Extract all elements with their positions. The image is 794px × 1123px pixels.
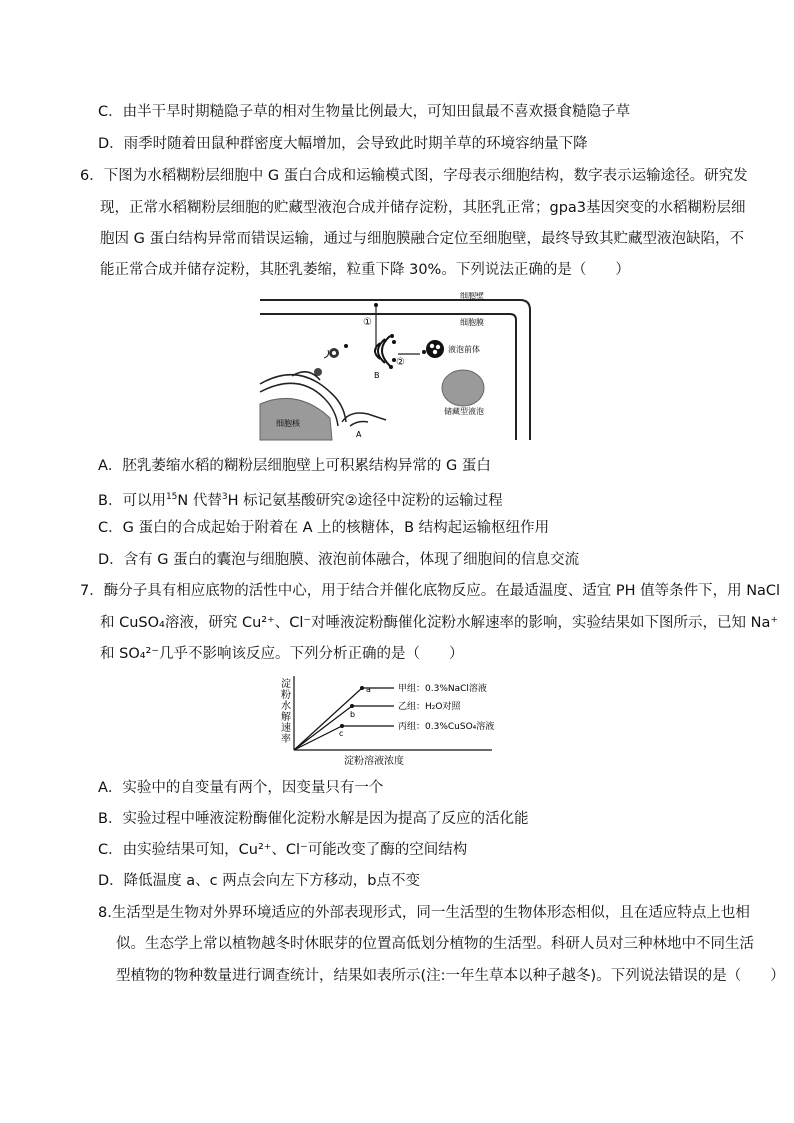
point-c [340, 724, 344, 728]
q7-stem-line3: 和 SO₄²⁻几乎不影响该反应。下列分析正确的是（ ） [100, 646, 464, 662]
q6-stem-line2: 现，正常水稻糊粉层细胞的贮藏型液泡合成并储存淀粉，其胚乳正常；gpa3基因突变的水稻糊粉层细 [100, 200, 746, 216]
legend-series-c: 丙组：0.3%CuSO₄溶液 [398, 722, 495, 732]
cell-membrane-label: 细胞膜 [460, 318, 484, 327]
legend-series-b: 乙组：H₂O对照 [398, 702, 461, 712]
q6-stem-line1: 6．下图为水稻糊粉层细胞中 G 蛋白合成和运输模式图，字母表示细胞结构，数字表示运输途径。研究发 [80, 168, 748, 184]
y-axis-label: 淀粉水解速率 [278, 678, 290, 744]
point-b-label: b [350, 710, 356, 719]
storage-vacuole-label: 储藏型液泡 [444, 407, 484, 416]
point-b [350, 704, 354, 708]
q6-option-d: D．含有 G 蛋白的囊泡与细胞膜、液泡前体融合，体现了细胞间的信息交流 [98, 552, 580, 568]
q6-option-a: A．胚乳萎缩水稻的糊粉层细胞壁上可积累结构异常的 G 蛋白 [98, 458, 491, 474]
q5-option-d: D．雨季时随着田鼠种群密度大幅增加，会导致此时期羊草的环境容纳量下降 [98, 136, 588, 152]
q7-option-a: A．实验中的自变量有两个，因变量只有一个 [98, 780, 384, 796]
q7-option-c: C．由实验结果可知，Cu²⁺、Cl⁻可能改变了酶的空间结构 [98, 842, 468, 858]
q5-option-c: C．由半干旱时期糙隐子草的相对生物量比例最大，可知田鼠最不喜欢摄食糙隐子草 [98, 104, 631, 120]
q7-option-d: D．降低温度 a、c 两点会向左下方移动，b点不变 [98, 873, 420, 889]
golgi-apparatus [375, 336, 390, 366]
q8-stem-line2: 似。生态学上常以植物越冬时休眠芽的位置高低划分植物的生活型。科研人员对三种林地中不同生活 [116, 936, 754, 952]
series-b-line [294, 706, 394, 750]
q6-option-b: B．可以用$^{15}$N 代替$^3$H 标记氨基酸研究②途径中淀粉的运输过程 [98, 492, 503, 509]
point-a [360, 686, 364, 690]
q6-stem-line3: 胞因 G 蛋白结构异常而错误运输，通过与细胞膜融合定位至细胞壁，最终导致其贮藏型液泡缺陷，不 [100, 231, 744, 247]
legend-series-a: 甲组：0.3%NaCl溶液 [398, 684, 487, 694]
point-c-label: c [339, 729, 344, 738]
path1-label: ① [363, 317, 372, 328]
q7-stem-line1: 7．酶分子具有相应底物的活性中心，用于结合并催化底物反应。在最适温度、适宜 PH 值等条件下，用 NaCl [80, 583, 781, 599]
g-protein-transport-figure [258, 292, 540, 442]
q6-option-c: C．G 蛋白的合成起始于附着在 A 上的核糖体，B 结构起运输枢纽作用 [98, 520, 550, 536]
path2-label: ② [396, 357, 405, 368]
enzyme-rate-chart [274, 672, 534, 768]
cell-wall-label: 细胞壁 [460, 292, 484, 300]
point-a-label: a [366, 685, 371, 694]
structure-b-label: B [374, 371, 380, 380]
q7-option-b: B．实验过程中唾液淀粉酶催化淀粉水解是因为提高了反应的活化能 [98, 811, 529, 827]
nucleus-label: 细胞核 [276, 419, 300, 428]
storage-vacuole [442, 370, 484, 406]
vacuole-precursor-label: 液泡前体 [448, 345, 480, 354]
x-axis-label: 淀粉溶液浓度 [344, 756, 404, 767]
q8-stem-line1: 8.生活型是生物对外界环境适应的外部表现形式，同一生活型的生物体形态相似，且在适应特点上也相 [98, 905, 750, 921]
q8-stem-line3: 型植物的物种数量进行调查统计，结果如表所示(注:一年生草本以种子越冬)。下列说法错误的是（ ） [116, 968, 785, 984]
structure-a-label: A [356, 430, 362, 439]
q7-stem-line2: 和 CuSO₄溶液，研究 Cu²⁺、Cl⁻对唾液淀粉酶催化淀粉水解速率的影响，实验结果如下图所示，已知 Na⁺ [100, 615, 779, 631]
series-a-line [294, 688, 394, 750]
q6-stem-line4: 能正常合成并储存淀粉，其胚乳萎缩，粒重下降 30%。下列说法正确的是（ ） [100, 262, 630, 278]
